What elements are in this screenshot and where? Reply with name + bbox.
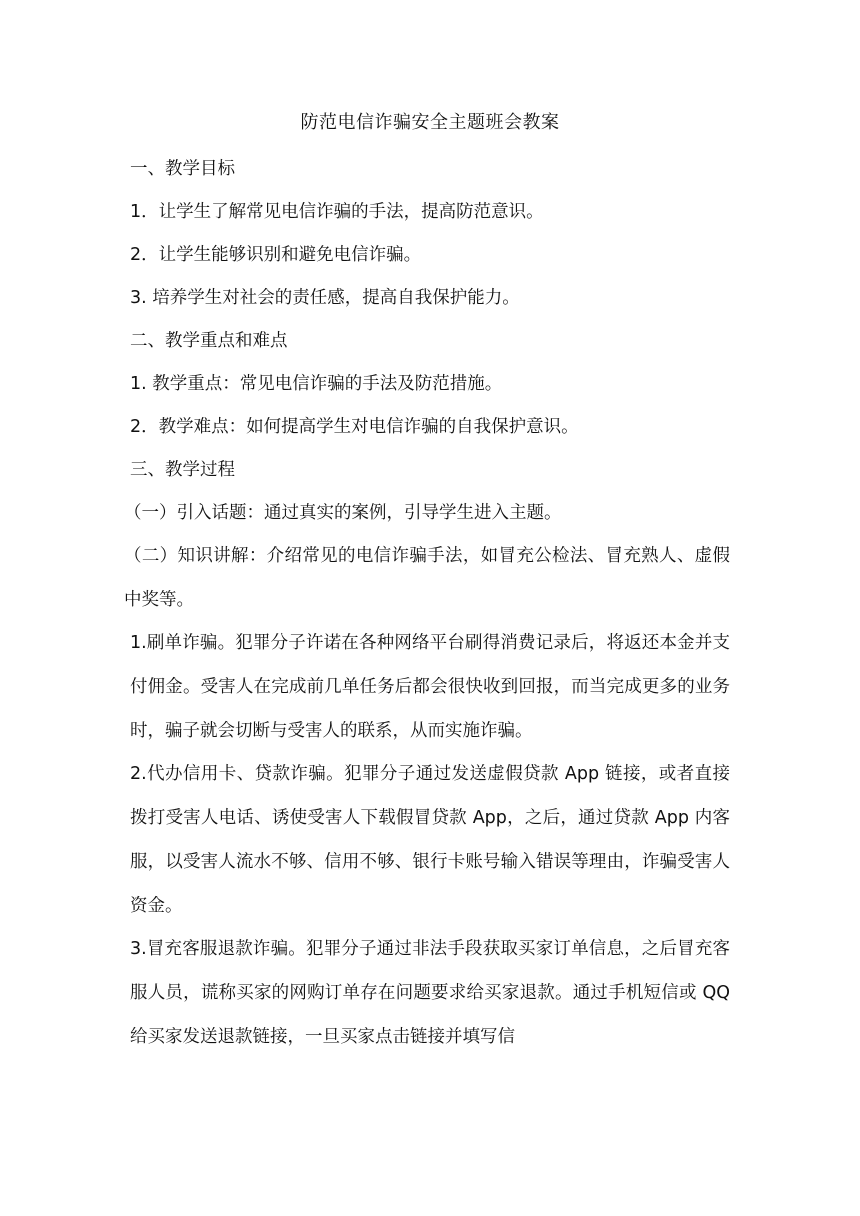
objective-item-3: 3. 培养学生对社会的责任感，提高自我保护能力。 [130, 288, 520, 308]
objective-item-2: 2．让学生能够识别和避免电信诈骗。 [130, 245, 422, 265]
fraud-type-fake-refund: 3.冒充客服退款诈骗。犯罪分子通过非法手段获取买家订单信息，之后冒充客服人员，谎称买家的网购订单存在问题要求给买家退款。通过手机短信或 QQ 给买家发送退款链接，一旦买家点击链接并填写信 [130, 939, 730, 1047]
section-heading-key-points: 二、教学重点和难点 [130, 331, 288, 351]
fraud-type-order-brushing: 1.刷单诈骗。犯罪分子许诺在各种网络平台刷得消费记录后，将返还本金并支付佣金。受害人在完成前几单任务后都会很快收到回报，而当完成更多的业务时，骗子就会切断与受害人的联系，从而实施诈骗。 [130, 633, 730, 741]
key-point-item-1: 1. 教学重点：常见电信诈骗的手法及防范措施。 [130, 374, 503, 394]
fraud-type-credit-loan: 2.代办信用卡、贷款诈骗。犯罪分子通过发送虚假贷款 App 链接，或者直接拨打受害人电话、诱使受害人下载假冒贷款 App，之后，通过贷款 App 内客服，以受害人流水不够、信用不够、银行卡账号输入错误等理由，诈骗受害人资金。 [130, 764, 730, 916]
process-step-intro: （一）引入话题：通过真实的案例，引导学生进入主题。 [124, 503, 562, 523]
section-heading-process: 三、教学过程 [130, 460, 235, 480]
key-point-item-2: 2．教学难点：如何提高学生对电信诈骗的自我保护意识。 [130, 417, 579, 437]
section-heading-objectives: 一、教学目标 [130, 159, 235, 179]
document-body [124, 110, 730, 1067]
document-title: 防范电信诈骗安全主题班会教案 [300, 112, 560, 133]
process-step-knowledge: （二）知识讲解：介绍常见的电信诈骗手法，如冒充公检法、冒充熟人、虚假中奖等。 [124, 546, 730, 610]
objective-item-1: 1．让学生了解常见电信诈骗的手法，提高防范意识。 [130, 202, 544, 222]
